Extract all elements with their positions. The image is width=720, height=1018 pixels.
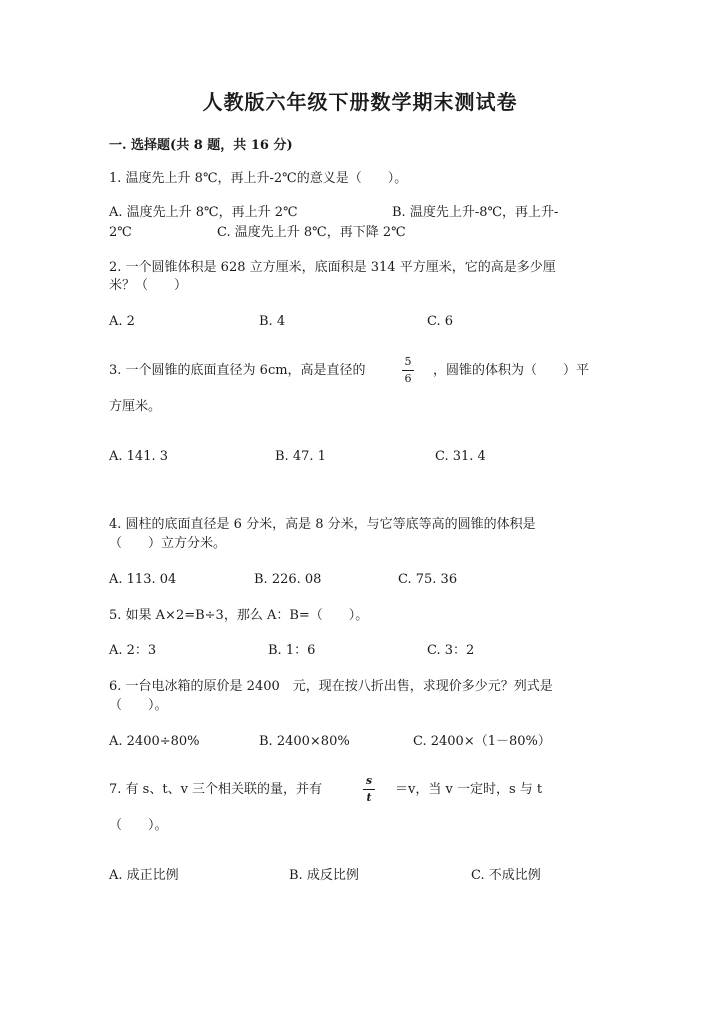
question-5-option-c: C. 3：2 [427, 643, 475, 658]
fraction-denominator: t [366, 791, 372, 804]
question-6-option-b: B. 2400×80% [259, 734, 350, 749]
page-title: 人教版六年级下册数学期末测试卷 [202, 90, 518, 114]
question-7-fraction [363, 775, 375, 804]
question-1-stem: 1. 温度先上升 8℃，再上升-2℃的意义是（ ）。 [109, 171, 408, 186]
question-5-option-b: B. 1：6 [268, 643, 316, 658]
fraction-numerator: s [365, 774, 373, 787]
question-6-option-c: C. 2400×（1－80%） [413, 734, 551, 749]
question-7-option-a: A. 成正比例 [109, 868, 179, 883]
question-2-stem-continued: 米？（ ） [109, 278, 188, 293]
question-3-fraction [402, 356, 414, 385]
question-3-option-b: B. 47. 1 [275, 449, 326, 464]
question-3-stem-continued: 方厘米。 [109, 399, 162, 414]
question-4-option-c: C. 75. 36 [398, 572, 458, 587]
question-5-option-a: A. 2：3 [109, 643, 157, 658]
question-2-option-b: B. 4 [259, 314, 286, 329]
question-2-option-a: A. 2 [109, 314, 135, 329]
question-2-option-c: C. 6 [427, 314, 454, 329]
fraction-numerator: 5 [404, 355, 412, 368]
question-4-option-b: B. 226. 08 [254, 572, 322, 587]
question-4-stem: 4. 圆柱的底面直径是 6 分米，高是 8 分米，与它等底等高的圆锥的体积是 [109, 517, 536, 532]
question-7-stem-after-fraction: ＝v，当 v 一定时，s 与 t [395, 782, 543, 797]
question-1-option-b: B. 温度先上升-8℃，再上升- [392, 205, 559, 220]
question-3-stem: 3. 一个圆锥的底面直径为 6cm，高是直径的 [109, 363, 366, 378]
question-2-stem: 2. 一个圆锥体积是 628 立方厘米，底面积是 314 平方厘米，它的高是多少厘 [109, 260, 556, 275]
question-7-stem: 7. 有 s、t、v 三个相关联的量，并有 [109, 782, 323, 797]
section-heading: 一. 选择题(共 8 题，共 16 分) [109, 138, 293, 153]
fraction-bar [402, 370, 414, 371]
question-1-option-b-continued: 2℃ [109, 225, 132, 240]
question-3-stem-after-fraction: ，圆锥的体积为（ ）平 [433, 363, 590, 378]
question-6-stem: 6. 一台电冰箱的原价是 2400 元，现在按八折出售，求现价多少元？列式是 [109, 679, 553, 694]
question-3-option-a: A. 141. 3 [109, 449, 169, 464]
question-4-stem-continued: （ ）立方分米。 [109, 536, 227, 551]
question-6-option-a: A. 2400÷80% [109, 734, 200, 749]
question-6-stem-continued: （ ）。 [109, 698, 168, 713]
fraction-denominator: 6 [404, 372, 412, 385]
question-3-option-c: C. 31. 4 [435, 449, 486, 464]
fraction-bar [363, 789, 375, 790]
question-7-option-b: B. 成反比例 [289, 868, 359, 883]
question-1-option-a: A. 温度先上升 8℃，再上升 2℃ [109, 205, 298, 220]
question-1-option-c: C. 温度先上升 8℃，再下降 2℃ [217, 225, 406, 240]
question-4-option-a: A. 113. 04 [109, 572, 177, 587]
question-5-stem: 5. 如果 A×2=B÷3，那么 A：B=（ ）。 [109, 608, 369, 623]
question-7-option-c: C. 不成比例 [471, 868, 541, 883]
question-7-stem-continued: （ ）。 [109, 818, 168, 833]
